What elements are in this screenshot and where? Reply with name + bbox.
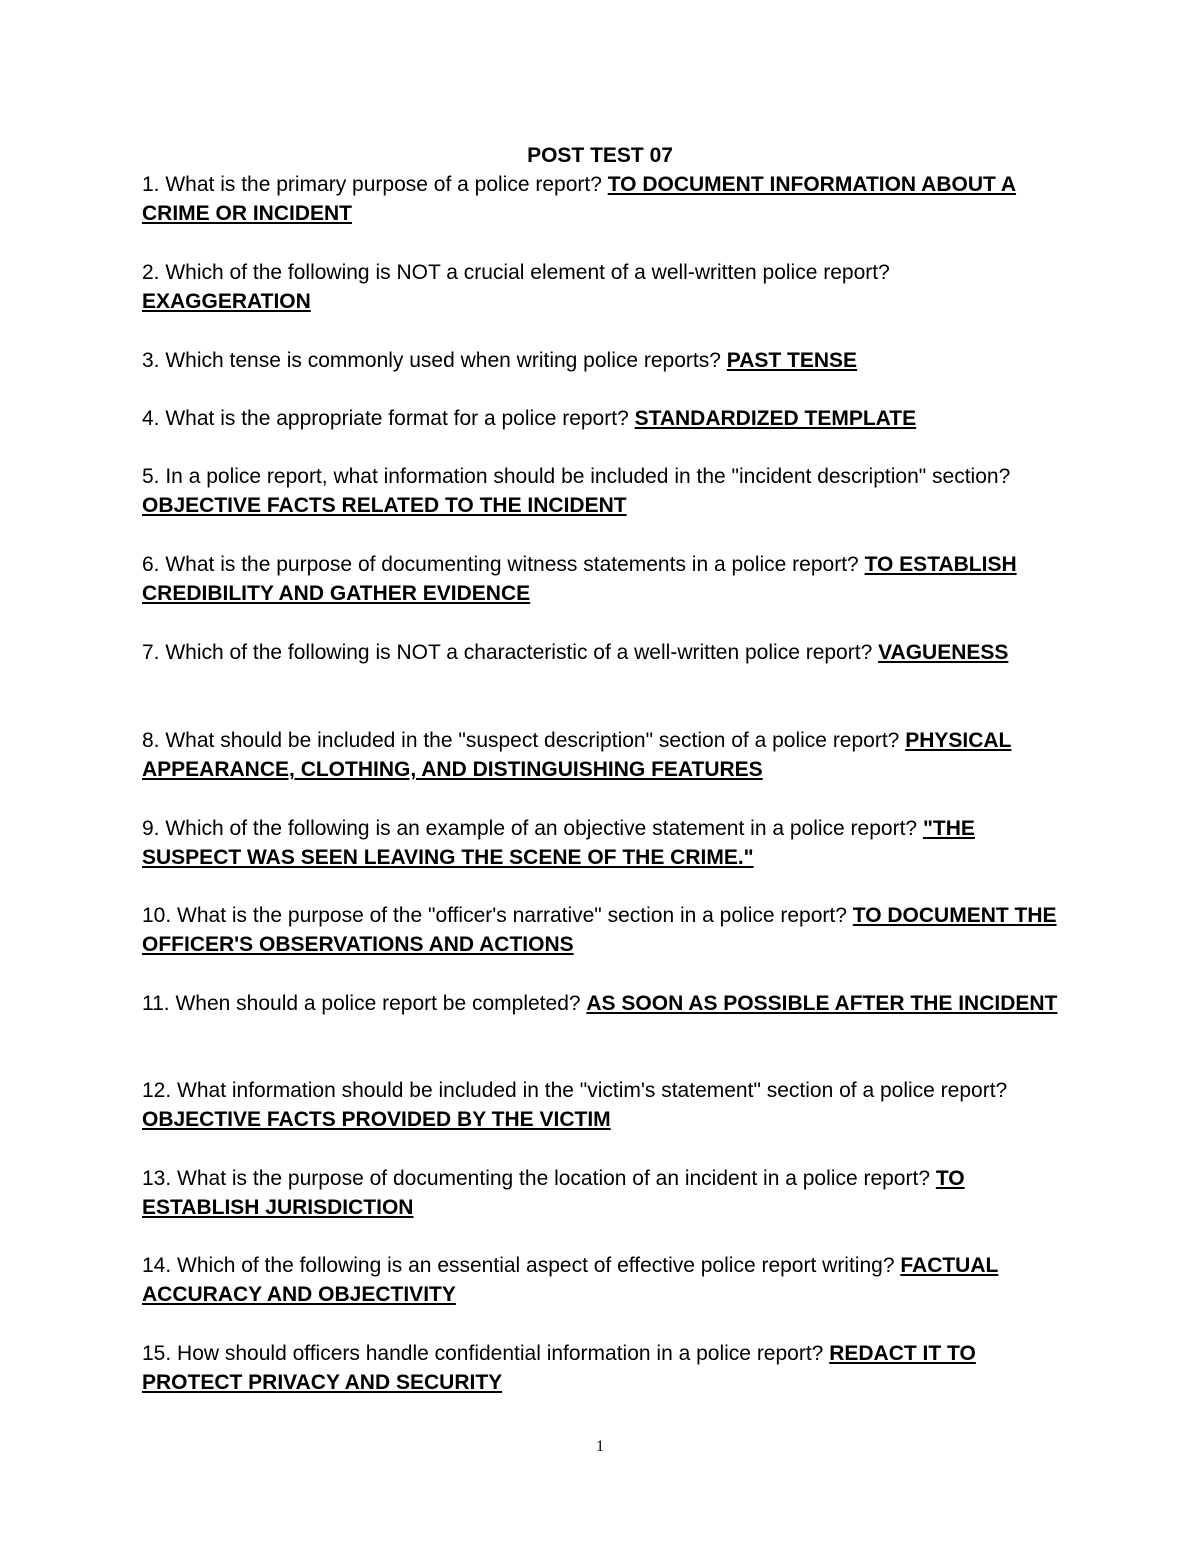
question-item-1 [142, 170, 1062, 229]
question-item-5 [142, 462, 1062, 521]
question-item-7 [142, 638, 1062, 667]
answer-text: FACTUAL ACCURACY AND OBJECTIVITY [142, 1254, 999, 1307]
answer-text: REDACT IT TO PROTECT PRIVACY AND SECURITY [142, 1342, 976, 1395]
answer-text: TO DOCUMENT INFORMATION ABOUT A CRIME OR INCIDENT [142, 173, 1017, 226]
question-text: 4. What is the appropriate format for a police report? [142, 407, 635, 430]
answer-text: PHYSICAL APPEARANCE, CLOTHING, AND DISTINGUISHING FEATURES [142, 729, 1012, 782]
question-text: 10. What is the purpose of the "officer's narrative" section in a police report? [142, 904, 853, 927]
question-item-11 [142, 989, 1062, 1018]
answer-text: EXAGGERATION [142, 290, 311, 314]
question-text: 9. Which of the following is an example of an objective statement in a police report? [142, 817, 923, 840]
question-text: 13. What is the purpose of documenting the location of an incident in a police report? [142, 1167, 936, 1190]
question-text: 15. How should officers handle confidential information in a police report? [142, 1342, 830, 1365]
answer-text: TO ESTABLISH JURISDICTION [142, 1167, 965, 1220]
answer-text: PAST TENSE [726, 349, 858, 372]
answer-text: VAGUENESS [878, 641, 1009, 664]
question-text: 11. When should a police report be completed? [142, 992, 587, 1015]
answer-text: OBJECTIVE FACTS RELATED TO THE INCIDENT [142, 494, 627, 518]
question-item-3 [142, 346, 1062, 375]
question-item-4 [142, 404, 1062, 433]
question-item-8 [142, 726, 1062, 785]
answer-text: STANDARDIZED TEMPLATE [634, 407, 917, 430]
question-text: 12. What information should be included in the "victim's statement" section of a police report? [142, 1079, 1008, 1102]
question-item-13 [142, 1164, 1062, 1223]
answer-text: "THE SUSPECT WAS SEEN LEAVING THE SCENE OF THE CRIME." [142, 817, 975, 870]
question-item-15 [142, 1339, 1062, 1398]
answer-text: OBJECTIVE FACTS PROVIDED BY THE VICTIM [142, 1108, 611, 1132]
answer-text: AS SOON AS POSSIBLE AFTER THE INCIDENT [586, 992, 1058, 1015]
question-item-9 [142, 814, 1062, 873]
document-title: POST TEST 07 [527, 144, 673, 167]
question-text: 3. Which tense is commonly used when writing police reports? [142, 349, 727, 372]
question-item-6 [142, 550, 1062, 609]
question-text: 8. What should be included in the "suspect description" section of a police report? [142, 729, 906, 752]
question-text: 2. Which of the following is NOT a crucial element of a well-written police report? [142, 261, 890, 284]
question-item-14 [142, 1251, 1062, 1310]
page-number: 1 [596, 1438, 604, 1455]
question-item-2 [142, 258, 1062, 317]
question-text: 6. What is the purpose of documenting witness statements in a police report? [142, 553, 865, 576]
question-text: 14. Which of the following is an essential aspect of effective police report writing? [142, 1254, 901, 1277]
answer-text: TO ESTABLISH CREDIBILITY AND GATHER EVIDENCE [142, 553, 1017, 606]
question-text: 5. In a police report, what information should be included in the "incident description" section? [142, 465, 1011, 488]
question-item-12 [142, 1076, 1062, 1135]
question-text: 1. What is the primary purpose of a police report? [142, 173, 608, 196]
answer-text: TO DOCUMENT THE OFFICER'S OBSERVATIONS AND ACTIONS [142, 904, 1057, 957]
question-item-10 [142, 901, 1062, 960]
question-text: 7. Which of the following is NOT a characteristic of a well-written police report? [142, 641, 879, 664]
